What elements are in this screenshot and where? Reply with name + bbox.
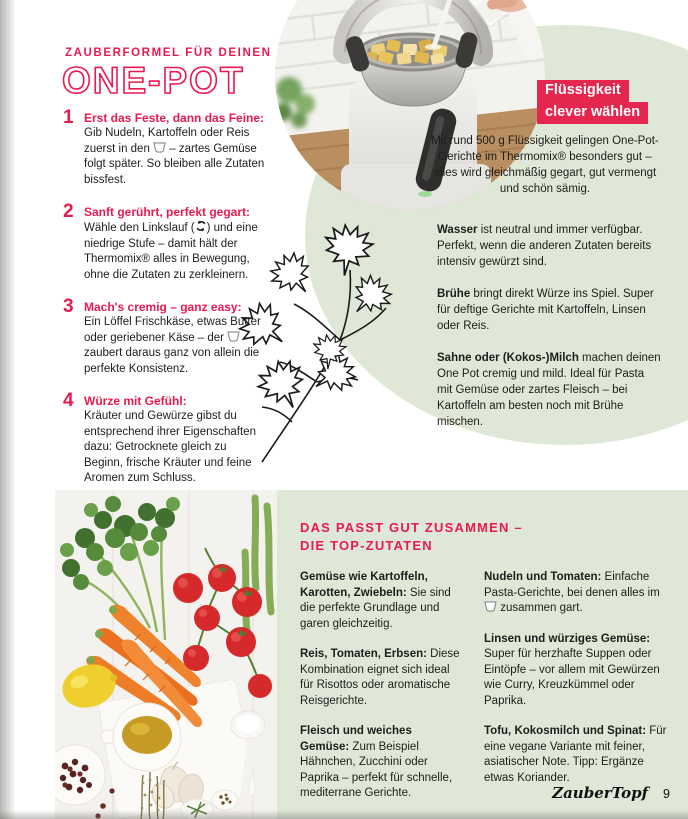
liquid-intro-text: Mit rund 500 g Flüssigkeit gelingen One-Pot-Gerichte im Thermomix® besonders gut – alles wird gleichmäßig gegart, gut vermengt und schön sämig. (431, 135, 659, 195)
liquid-paragraph-water: Wasser ist neutral und immer verfügbar. Perfekt, wenn die anderen Zutaten bereits intensiv gewürzt sind. (437, 224, 652, 268)
step-heading: Würze mit Gefühl: (84, 394, 187, 408)
page-kicker: ZAUBERFORMEL FÜR DEINEN (65, 47, 272, 59)
liquid-paragraph-cream: Sahne oder (Kokos-)Milch machen deinen One Pot cremig und mild. Ideal für Pasta mit Gemüse oder zartes Fleisch – bei Kartoffeln am besten noch mit Brühe mischen. (437, 352, 661, 428)
step-item-2 (63, 201, 265, 283)
bottom-heading-line-2: DIE TOP-ZUTATEN (300, 538, 433, 553)
ingredient-columns (300, 570, 670, 817)
combo-meat-soft-veg: Fleisch und weiches Gemüse: Zum Beispiel Hähnchen, Zucchini oder Paprika – perfekt für schnelle, mediterrane Gerichte. (300, 725, 453, 799)
badge-line-1: Flüssigkeit (537, 80, 629, 102)
step-number: 1 (63, 107, 74, 128)
step-body: Ein Löffel Frischkäse, etwas Butter oder geriebener Käse – der zaubert daraus ganz von allein die perfekte Konsistenz. (84, 316, 261, 375)
combo-tofu-coconut-spinach: Tofu, Kokosmilch und Spinat: Für eine vegane Variante mit feiner, asiatischer Note. Tipp: Ergänze etwas Koriander. (484, 725, 667, 784)
step-heading: Erst das Feste, dann das Feine: (84, 111, 265, 125)
step-number: 3 (63, 296, 74, 317)
combo-vegetables: Gemüse wie Kartoffeln, Karotten, Zwiebeln: Sie sind die perfekte Grundlage und garen gleichzeitig. (300, 571, 451, 630)
brand-logo: ZauberTopf (552, 784, 649, 802)
combo-lentils-spicy-veg: Linsen und würziges Gemüse: Super für herzhafte Suppen oder Eintöpfe – vor allem mit Gewürzen wie Curry, Kreuzkümmel oder Paprika. (484, 632, 660, 707)
mixing-bowl-icon (227, 331, 240, 342)
step-heading: Mach's cremig – ganz easy: (84, 300, 242, 314)
page-footer (552, 784, 670, 802)
steps-list (63, 107, 265, 503)
step-body: Gib Nudeln, Kartoffeln oder Reis zuerst in den – zartes Gemüse folgt später. So bleiben alle Zutaten bissfest. (84, 127, 265, 186)
page-number: 9 (663, 787, 670, 801)
step-heading: Sanft gerührt, perfekt gegart: (84, 205, 251, 219)
step-number: 2 (63, 201, 74, 222)
ingredient-column-right (484, 570, 670, 817)
step-body: Wähle den Linkslauf ( ) und eine niedrige Stufe – damit hält der Thermomix® alles in Bewegung, ohne die Zutaten zu zerkleinern. (84, 222, 258, 281)
liquid-paragraphs (437, 222, 661, 446)
step-item-3 (63, 296, 265, 377)
liquid-tip-badge (537, 80, 648, 124)
page-title: ONE-POT (62, 60, 245, 101)
combo-rice-tomato-peas: Reis, Tomaten, Erbsen: Diese Kombination eignet sich ideal für Risottos oder aromatische Reisgerichte. (300, 648, 460, 707)
rotate-left-icon (195, 220, 207, 232)
step-item-4 (63, 390, 265, 487)
step-number: 4 (63, 390, 74, 411)
bottom-heading-line-1: DAS PASST GUT ZUSAMMEN – (300, 520, 523, 535)
vegetables-photo (55, 490, 277, 819)
combo-pasta-tomato: Nudeln und Tomaten: Einfache Pasta-Gerichte, bei denen alles im zusammen gart. (484, 571, 660, 614)
rosemary (181, 799, 213, 819)
bottom-section-heading (300, 519, 523, 555)
page-edge-shadow-left (0, 0, 16, 819)
mixing-bowl-icon (484, 601, 497, 612)
mixing-bowl-icon (153, 142, 166, 153)
vegetables-photo-art (55, 490, 277, 819)
liquid-paragraph-broth: Brühe bringt direkt Würze ins Spiel. Super für deftige Gerichte mit Kartoffeln, Linsen oder Reis. (437, 288, 654, 332)
step-item-1 (63, 107, 265, 188)
badge-line-2: clever wählen (537, 102, 648, 124)
ingredient-column-left (300, 570, 462, 817)
step-body: Kräuter und Gewürze gibst du entsprechend ihrer Eigenschaften dazu: Getrocknete gleich zu Beginn, frische Kräuter und feine Aromen zum Schluss. (84, 410, 256, 484)
